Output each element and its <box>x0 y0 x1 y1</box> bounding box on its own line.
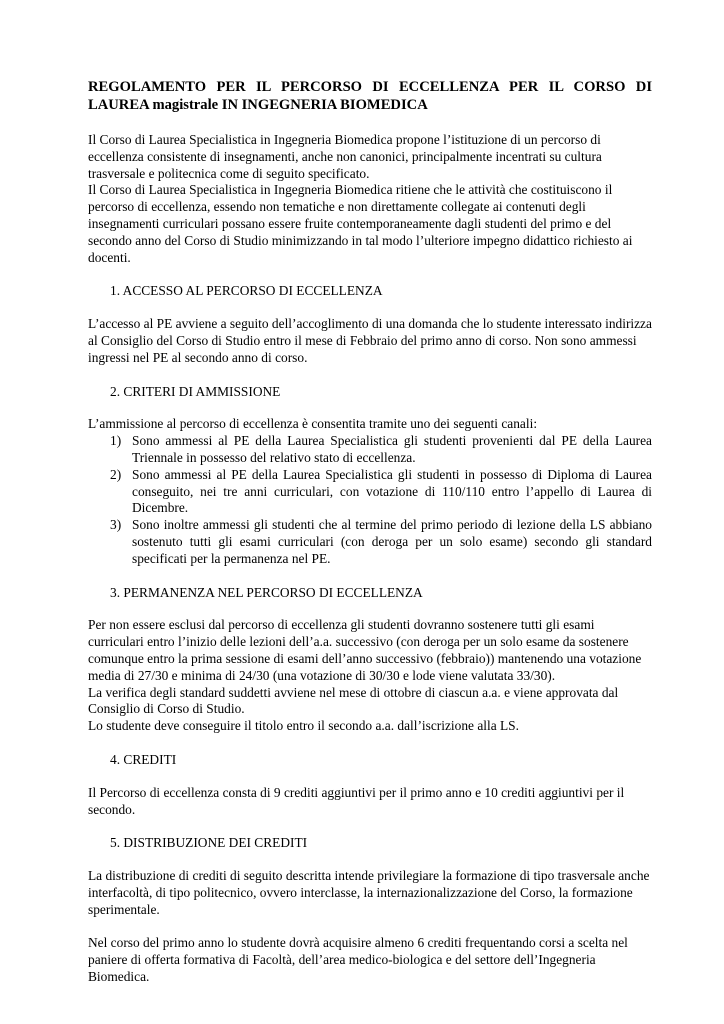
section-distribuzione-paragraph-2: Nel corso del primo anno lo studente dovrà acquisire almeno 6 crediti frequentando corsi a scelta nel paniere di offerta formativa di Facoltà, dell’area medico-biologica e del settore dell’Ingegneria Biomedica. <box>88 935 628 985</box>
list-item-number: 3) <box>110 517 122 533</box>
document-page <box>88 78 652 986</box>
section-heading-criteri: 2. CRITERI DI AMMISSIONE <box>110 383 281 399</box>
list-item <box>88 467 652 517</box>
section-heading-distribuzione: 5. DISTRIBUZIONE DEI CREDITI <box>110 835 308 851</box>
section-permanenza-paragraph-2: La verifica degli standard suddetti avviene nel mese di ottobre di ciascun a.a. e viene approvata dal Consiglio di Corso di Studio. <box>88 684 619 717</box>
section-distribuzione-paragraph-1: La distribuzione di crediti di seguito descritta intende privilegiare la formazione di tipo trasversale anche interfacoltà, di tipo politecnico, ovvero interclasse, la internazionalizzazione del Corso, la formazione sperimentale. <box>88 868 650 917</box>
list-item-text: Sono ammessi al PE della Laurea Specialistica gli studenti provenienti dal PE della Laurea Triennale in possesso del relativo stato di eccellenza. <box>132 433 652 465</box>
section-crediti-paragraph: Il Percorso di eccellenza consta di 9 crediti aggiuntivi per il primo anno e 10 crediti aggiuntivi per il secondo. <box>88 784 625 817</box>
document-title: REGOLAMENTO PER IL PERCORSO DI ECCELLENZA PER IL CORSO DI LAUREA magistrale IN INGEGNERIA BIOMEDICA <box>88 79 652 113</box>
section-criteri-lead: L’ammissione al percorso di eccellenza è consentita tramite uno dei seguenti canali: <box>88 416 538 432</box>
section-heading-permanenza: 3. PERMANENZA NEL PERCORSO DI ECCELLENZA <box>110 584 423 600</box>
intro-paragraph-1: Il Corso di Laurea Specialistica in Ingegneria Biomedica propone l’istituzione di un percorso di eccellenza consistente di insegnamenti, anche non canonici, principalmente incentrati su cultura trasversale e politecnica come di seguito specificato. <box>88 132 602 181</box>
section-accesso-paragraph: L’accesso al PE avviene a seguito dell’accoglimento di una domanda che lo studente interessato indirizza al Consiglio del Corso di Studio entro il mese di Febbraio del primo anno di corso. Non sono ammessi ingressi nel PE al secondo anno di corso. <box>88 316 652 365</box>
section-permanenza-paragraph-3: Lo studente deve conseguire il titolo entro il secondo a.a. dall’iscrizione alla LS. <box>88 718 519 734</box>
list-item-number: 2) <box>110 466 122 482</box>
list-item-number: 1) <box>110 433 122 449</box>
list-item-text: Sono ammessi al PE della Laurea Specialistica gli studenti in possesso di Diploma di Laurea conseguito, nei tre anni curriculari, con votazione di 110/110 entro l’appello di Laurea di Dicembre. <box>132 466 652 516</box>
list-item-text: Sono inoltre ammessi gli studenti che al termine del primo periodo di lezione della LS abbiano sostenuto tutti gli esami curriculari (con deroga per un solo esame) secondo gli standard specificati per la permanenza nel PE. <box>132 517 652 566</box>
section-permanenza-paragraph-1: Per non essere esclusi dal percorso di eccellenza gli studenti dovranno sostenere tutti gli esami curriculari entro l’inizio delle lezioni dell’a.a. successivo (con deroga per un solo esame da sostenere comunque entro la prima sessione di esami dell’anno successivo (febbraio)) mantenendo una votazione media di 27/30 e minima di 24/30 (una votazione di 30/30 e lode viene valutata 33/30). <box>88 617 642 683</box>
criteria-list <box>88 433 652 567</box>
intro-paragraph-2: Il Corso di Laurea Specialistica in Ingegneria Biomedica ritiene che le attività che costituiscono il percorso di eccellenza, essendo non tematiche e non direttamente collegate ai contenuti degli insegnamenti curriculari possano essere fruite contemporaneamente dagli studenti del primo e del secondo anno del Corso di Studio minimizzando in tal modo l’ulteriore impegno didattico richiesto ai docenti. <box>88 182 633 265</box>
section-heading-crediti: 4. CREDITI <box>110 751 177 767</box>
list-item <box>88 517 652 567</box>
list-item <box>88 433 652 467</box>
section-heading-accesso: 1. ACCESSO AL PERCORSO DI ECCELLENZA <box>110 283 383 299</box>
